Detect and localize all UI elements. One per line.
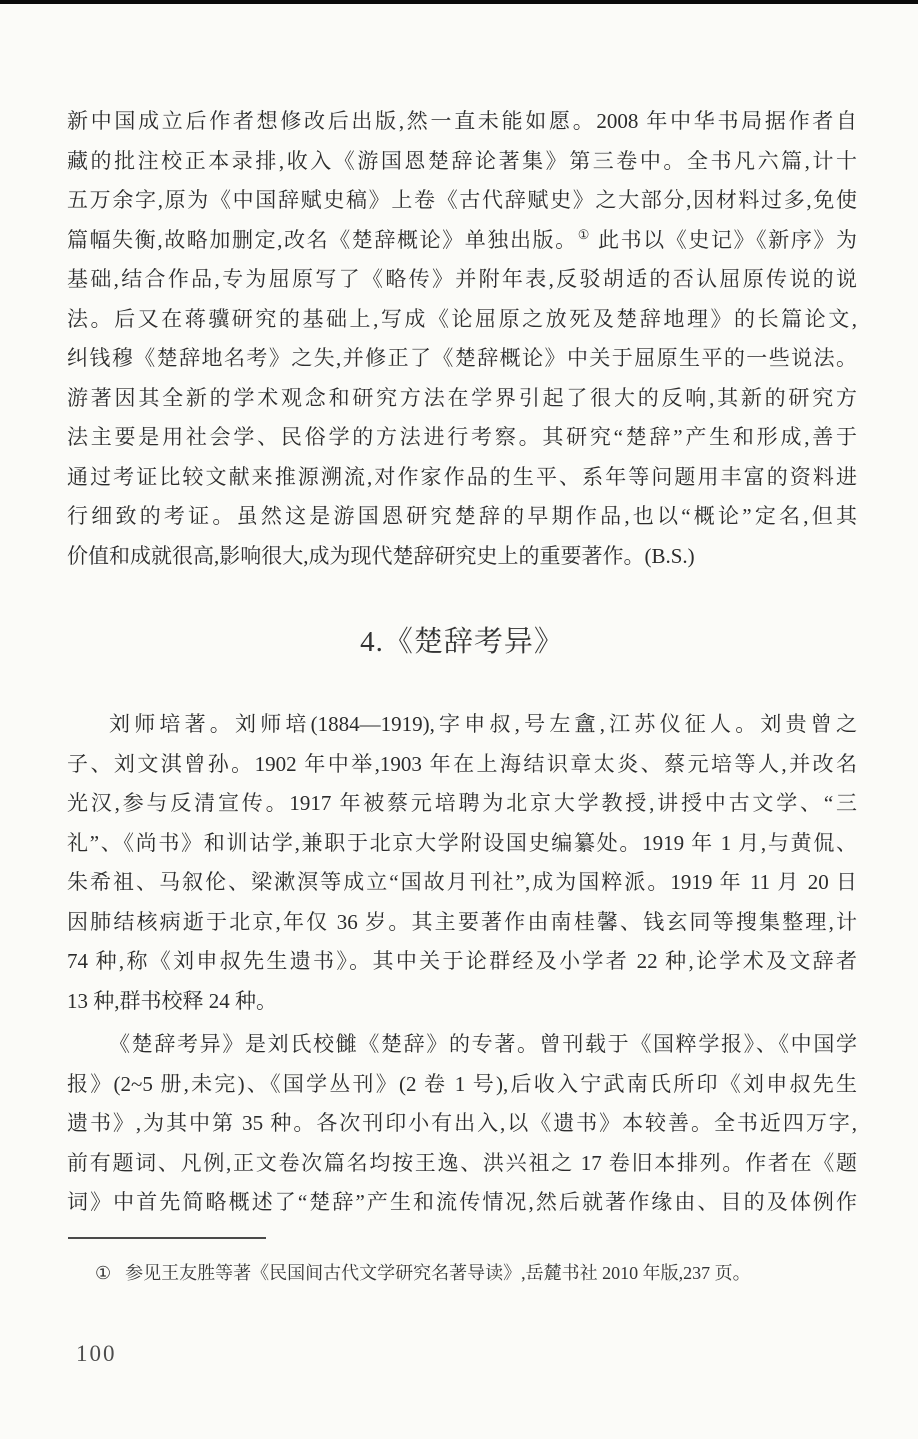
text-line: 74 种,称《刘申叔先生遗书》。其中关于论群经及小学者 22 种,论学术及文辞者	[67, 949, 857, 973]
page-number: 100	[76, 1341, 117, 1366]
text-line: 朱希祖、马叙伦、梁漱溟等成立“国故月刊社”,成为国粹派。1919 年 11 月 20 日	[67, 870, 857, 894]
text-line: 基础,结合作品,专为屈原写了《略传》并附年表,反驳胡适的否认屈原传说的说	[67, 267, 857, 291]
text-line: 新中国成立后作者想修改后出版,然一直未能如愿。2008 年中华书局据作者自	[67, 109, 857, 133]
text-segment: 篇幅失衡,故略加删定,改名《楚辞概论》单独出版。	[67, 227, 578, 252]
text-line: 纠钱穆《楚辞地名考》之失,并修正了《楚辞概论》中关于屈原生平的一些说法。	[67, 346, 857, 370]
paragraph-chuci-kaoyi	[67, 1025, 857, 1223]
text-line: 刘师培著。刘师培(1884—1919),字申叔,号左盦,江苏仪征人。刘贵曾之	[109, 712, 857, 736]
paragraph-continued	[67, 102, 857, 576]
text-line: 礼”、《尚书》和训诂学,兼职于北京大学附设国史编纂处。1919 年 1 月,与黄侃、	[67, 830, 857, 855]
scan-edge-artifact	[0, 0, 918, 4]
text-line: 报》(2~5 册,未完)、《国学丛刊》(2 卷 1 号),后收入宁武南氏所印《刘申叔先生	[67, 1071, 857, 1096]
text-line	[67, 221, 857, 261]
text-line: 五万余字,原为《中国辞赋史稿》上卷《古代辞赋史》之大部分,因材料过多,免使	[67, 188, 857, 212]
text-line: 子、刘文淇曾孙。1902 年中举,1903 年在上海结识章太炎、蔡元培等人,并改名	[67, 751, 857, 776]
section-heading: 4.《楚辞考异》	[360, 626, 564, 658]
text-line: 词》中首先简略概述了“楚辞”产生和流传情况,然后就著作缘由、目的及体例作	[67, 1190, 857, 1214]
footnote	[95, 1259, 855, 1287]
paragraph-liu-shipei	[67, 705, 857, 1021]
text-line: 游著因其全新的学术观念和研究方法在学界引起了很大的反响,其新的研究方	[67, 385, 857, 410]
footnote-divider	[68, 1237, 266, 1239]
text-line: 《楚辞考异》是刘氏校雠《楚辞》的专著。曾刊载于《国粹学报》、《中国学	[109, 1032, 857, 1056]
text-line: 13 种,群书校释 24 种。	[67, 988, 277, 1013]
text-line: 前有题词、凡例,正文卷次篇名均按王逸、洪兴祖之 17 卷旧本排列。作者在《题	[67, 1150, 857, 1175]
text-line: 遗书》,为其中第 35 种。各次刊印小有出入,以《遗书》本较善。全书近四万字,	[67, 1111, 857, 1135]
footnote-reference-mark: ①	[577, 226, 591, 242]
text-line: 法主要是用社会学、民俗学的方法进行考察。其研究“楚辞”产生和形成,善于	[67, 425, 857, 449]
text-line: 价值和成就很高,影响很大,成为现代楚辞研究史上的重要著作。(B.S.)	[67, 543, 695, 568]
text-line: 行细致的考证。虽然这是游国恩研究楚辞的早期作品,也以“概论”定名,但其	[67, 504, 857, 528]
footnote-text: 参见王友胜等著《民国间古代文学研究名著导读》,岳麓书社 2010 年版,237 页。	[125, 1263, 751, 1283]
text-line: 光汉,参与反清宣传。1917 年被蔡元培聘为北京大学教授,讲授中古文学、“三	[67, 791, 857, 815]
text-line: 通过考证比较文献来推源溯流,对作家作品的生平、系年等问题用丰富的资料进	[67, 464, 857, 489]
text-line: 法。后又在蒋骥研究的基础上,写成《论屈原之放死及楚辞地理》的长篇论文,	[67, 306, 857, 331]
text-line: 因肺结核病逝于北京,年仅 36 岁。其主要著作由南桂馨、钱玄同等搜集整理,计	[67, 909, 857, 934]
text-segment: 此书以《史记》《新序》为	[597, 227, 858, 252]
text-line: 藏的批注校正本录排,收入《游国恩楚辞论著集》第三卷中。全书凡六篇,计十	[67, 148, 857, 173]
footnote-marker: ①	[95, 1263, 112, 1283]
